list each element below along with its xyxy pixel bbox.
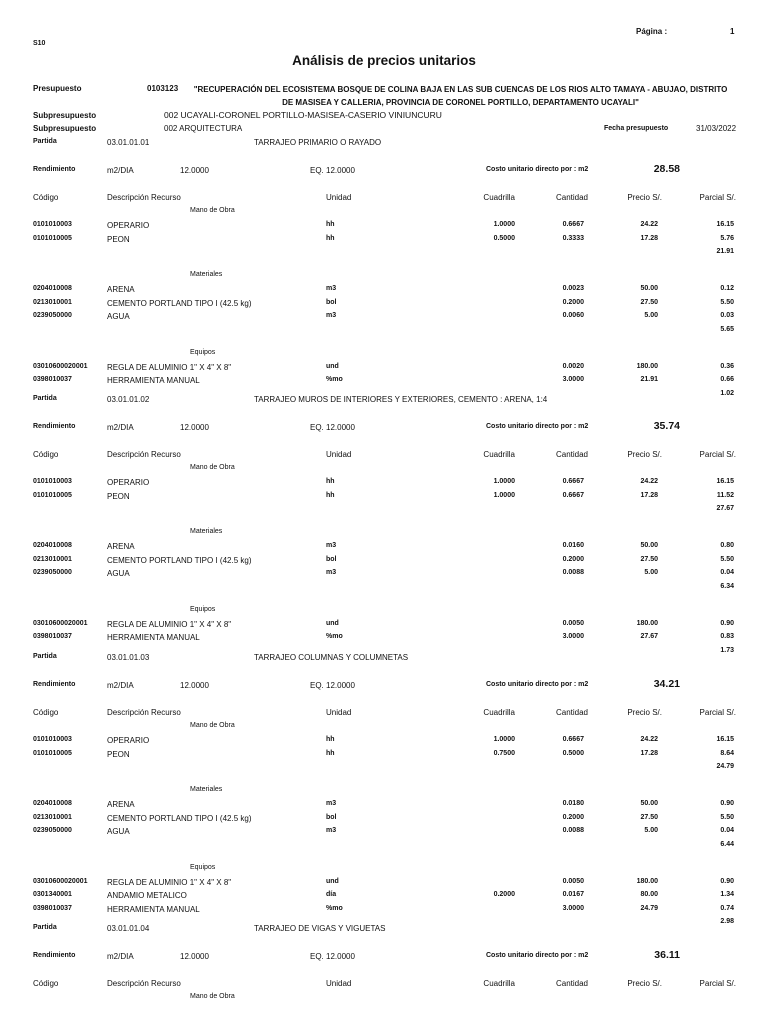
resource-code: 0239050000	[33, 312, 72, 319]
resource-description: AGUA	[107, 827, 130, 836]
resource-parcial: 5.50	[720, 813, 734, 821]
resource-parcial: 8.64	[720, 749, 734, 757]
resource-unit: hh	[326, 749, 335, 757]
rendimiento-value: 12.0000	[180, 423, 209, 432]
resource-code: 0204010008	[33, 800, 72, 807]
resource-code: 0101010003	[33, 221, 72, 228]
partida-code: 03.01.01.04	[107, 924, 150, 933]
resource-code: 0204010008	[33, 542, 72, 549]
page-label: Página :	[636, 27, 668, 36]
equipment-quantity: EQ. 12.0000	[310, 952, 355, 961]
resource-unit: m3	[326, 542, 337, 549]
resource-unit: bol	[326, 298, 337, 306]
resource-precio: 17.28	[640, 749, 658, 757]
col-parcial-header: Parcial S/.	[699, 708, 736, 717]
col-parcial-header: Parcial S/.	[699, 450, 736, 459]
costo-unitario-value: 36.11	[654, 949, 680, 961]
resource-precio: 24.79	[640, 904, 658, 912]
col-precio-header: Precio S/.	[627, 708, 662, 717]
partida-code: 03.01.01.01	[107, 138, 150, 147]
resource-cuadrilla: 0.7500	[493, 749, 515, 757]
resource-parcial: 11.52	[716, 491, 734, 499]
resource-precio: 24.22	[640, 736, 658, 743]
resource-code: 0398010037	[33, 633, 72, 640]
costo-unitario-label: Costo unitario directo por : m2	[486, 166, 589, 173]
resource-cantidad: 0.6667	[562, 221, 584, 228]
partida-label: Partida	[33, 395, 57, 402]
resource-precio: 17.28	[640, 234, 658, 242]
resource-code: 0101010005	[33, 234, 72, 242]
resource-precio: 24.22	[640, 221, 658, 228]
resource-cantidad: 0.2000	[562, 298, 584, 306]
group-heading: Mano de Obra	[190, 993, 235, 1000]
presupuesto-label: Presupuesto	[33, 84, 82, 93]
resource-unit: hh	[326, 736, 335, 743]
resource-description: CEMENTO PORTLAND TIPO I (42.5 kg)	[107, 298, 252, 308]
resource-precio: 27.50	[640, 298, 658, 306]
resource-unit: m3	[326, 827, 337, 834]
resource-description: REGLA DE ALUMINIO 1" X 4" X 8"	[107, 619, 232, 629]
resource-cuadrilla: 0.5000	[493, 234, 515, 242]
resource-parcial: 0.83	[720, 633, 734, 640]
resource-precio: 27.50	[640, 813, 658, 821]
resource-parcial: 5.50	[720, 298, 734, 306]
costo-unitario-label: Costo unitario directo por : m2	[486, 681, 589, 688]
resource-description: PEON	[107, 234, 130, 244]
resource-unit: und	[326, 362, 339, 370]
resource-precio: 24.22	[640, 478, 658, 485]
resource-unit: día	[326, 891, 337, 898]
col-precio-header: Precio S/.	[627, 193, 662, 202]
rendimiento-label: Rendimiento	[33, 423, 76, 430]
presupuesto-description: "RECUPERACIÓN DEL ECOSISTEMA BOSQUE DE COLINA BAJA EN LAS SUB CUENCAS DE LOS RIOS ALTO TAMAYA - ABUJAO, DISTRITO DE MASISEA Y CALLERIA, PROVINCIA DE CORONEL PORTILLO, DEPARTAMENTO UCAYALI"	[193, 85, 728, 107]
resource-cuadrilla: 0.2000	[493, 891, 515, 898]
resource-precio: 180.00	[636, 877, 658, 885]
resource-cantidad: 3.0000	[562, 904, 584, 912]
partida-title: TARRAJEO DE VIGAS Y VIGUETAS	[254, 924, 386, 933]
resource-parcial: 0.04	[720, 569, 734, 576]
subpresupuesto-1-label: Subpresupuesto	[33, 111, 97, 120]
resource-unit: m3	[326, 312, 337, 319]
resource-description: PEON	[107, 749, 130, 759]
resource-cantidad: 0.0060	[562, 312, 584, 319]
resource-cantidad: 0.2000	[562, 555, 584, 563]
col-cantidad-header: Cantidad	[555, 708, 588, 717]
resource-cuadrilla: 1.0000	[493, 491, 515, 499]
resource-description: HERRAMIENTA MANUAL	[107, 904, 200, 914]
subpresupuesto-1-value: 002 UCAYALI-CORONEL PORTILLO-MASISEA-CASERIO VINIUNCURU	[164, 110, 442, 120]
resource-parcial: 0.12	[720, 285, 734, 292]
resource-precio: 50.00	[640, 800, 658, 807]
col-codigo-header: Código	[33, 450, 59, 459]
resource-description: ANDAMIO METALICO	[107, 891, 187, 900]
resource-cantidad: 3.0000	[562, 633, 584, 640]
resource-code: 03010600020001	[33, 362, 88, 370]
resource-code: 03010600020001	[33, 619, 88, 627]
partida-title: TARRAJEO COLUMNAS Y COLUMNETAS	[254, 653, 409, 662]
resource-parcial: 0.36	[720, 362, 734, 370]
col-codigo-header: Código	[33, 193, 59, 202]
resource-unit: m3	[326, 569, 337, 576]
resource-description: AGUA	[107, 312, 130, 321]
resource-unit: und	[326, 619, 339, 627]
col-precio-header: Precio S/.	[627, 450, 662, 459]
group-subtotal: 6.44	[720, 840, 734, 848]
resource-description: OPERARIO	[107, 221, 150, 230]
partida-title: TARRAJEO MUROS DE INTERIORES Y EXTERIORES, CEMENTO : ARENA, 1:4	[254, 395, 548, 404]
resource-description: CEMENTO PORTLAND TIPO I (42.5 kg)	[107, 555, 252, 565]
group-heading: Materiales	[190, 786, 223, 793]
resource-unit: %mo	[326, 376, 343, 383]
resource-cantidad: 0.0050	[562, 877, 584, 885]
rendimiento-value: 12.0000	[180, 166, 209, 175]
resource-code: 0204010008	[33, 285, 72, 292]
col-cuadrilla-header: Cuadrilla	[483, 193, 515, 202]
resource-parcial: 0.66	[720, 376, 734, 383]
resource-description: ARENA	[107, 285, 135, 294]
col-parcial-header: Parcial S/.	[699, 979, 736, 988]
rendimiento-label: Rendimiento	[33, 681, 76, 688]
resource-code: 0101010003	[33, 736, 72, 743]
col-cuadrilla-header: Cuadrilla	[483, 450, 515, 459]
group-heading: Equipos	[190, 863, 216, 871]
resource-code: 03010600020001	[33, 877, 88, 885]
resource-description: ARENA	[107, 542, 135, 551]
resource-description: OPERARIO	[107, 478, 150, 487]
col-precio-header: Precio S/.	[627, 979, 662, 988]
resource-cantidad: 0.5000	[562, 749, 584, 757]
resource-cuadrilla: 1.0000	[493, 221, 515, 228]
resource-code: 0239050000	[33, 827, 72, 834]
corner-mark: S10	[33, 40, 46, 47]
resource-cantidad: 0.0167	[562, 891, 584, 898]
resource-parcial: 0.04	[720, 827, 734, 834]
resource-unit: hh	[326, 221, 335, 228]
rendimiento-label: Rendimiento	[33, 952, 76, 959]
group-heading: Materiales	[190, 528, 223, 535]
resource-cantidad: 0.6667	[562, 478, 584, 485]
resource-cantidad: 0.6667	[562, 491, 584, 499]
resource-precio: 50.00	[640, 285, 658, 292]
equipment-quantity: EQ. 12.0000	[310, 423, 355, 432]
group-heading: Equipos	[190, 605, 216, 613]
resource-unit: %mo	[326, 633, 343, 640]
equipment-quantity: EQ. 12.0000	[310, 166, 355, 175]
resource-code: 0101010005	[33, 749, 72, 757]
resource-cantidad: 0.0023	[562, 285, 584, 292]
rendimiento-unit: m2/DIA	[107, 681, 134, 690]
partida-label: Partida	[33, 653, 57, 660]
col-descripcion-header: Descripción Recurso	[107, 450, 181, 459]
fecha-presupuesto-label: Fecha presupuesto	[604, 125, 669, 132]
group-subtotal: 5.65	[720, 325, 734, 333]
resource-unit: und	[326, 877, 339, 885]
resource-cuadrilla: 1.0000	[493, 478, 515, 485]
partida-label: Partida	[33, 138, 57, 145]
resource-description: ARENA	[107, 800, 135, 809]
resource-description: REGLA DE ALUMINIO 1" X 4" X 8"	[107, 362, 232, 372]
subpresupuesto-2-value: 002 ARQUITECTURA	[164, 124, 243, 133]
col-descripcion-header: Descripción Recurso	[107, 708, 181, 717]
resource-description: OPERARIO	[107, 736, 150, 745]
col-unidad-header: Unidad	[326, 450, 352, 459]
col-parcial-header: Parcial S/.	[699, 193, 736, 202]
resource-precio: 27.50	[640, 555, 658, 563]
col-descripcion-header: Descripción Recurso	[107, 979, 181, 988]
resource-parcial: 0.03	[720, 312, 734, 319]
rendimiento-label: Rendimiento	[33, 166, 76, 173]
col-codigo-header: Código	[33, 979, 59, 988]
resource-code: 0398010037	[33, 904, 72, 912]
resource-code: 0101010005	[33, 491, 72, 499]
fecha-presupuesto-value: 31/03/2022	[696, 124, 737, 133]
resource-unit: m3	[326, 285, 337, 292]
col-unidad-header: Unidad	[326, 708, 352, 717]
col-cuadrilla-header: Cuadrilla	[483, 708, 515, 717]
resource-precio: 50.00	[640, 542, 658, 549]
group-heading: Mano de Obra	[190, 722, 235, 729]
resource-parcial: 0.90	[720, 619, 734, 627]
page-number: 1	[730, 27, 735, 36]
resource-precio: 27.67	[640, 633, 658, 640]
resource-cantidad: 0.0050	[562, 619, 584, 627]
resource-parcial: 16.15	[716, 478, 734, 485]
resource-precio: 21.91	[640, 376, 658, 383]
col-cantidad-header: Cantidad	[555, 979, 588, 988]
resource-cantidad: 0.0088	[562, 569, 584, 576]
resource-code: 0239050000	[33, 569, 72, 576]
group-subtotal: 1.73	[720, 646, 734, 654]
resource-parcial: 5.76	[720, 234, 734, 242]
costo-unitario-label: Costo unitario directo por : m2	[486, 952, 589, 959]
resource-description: REGLA DE ALUMINIO 1" X 4" X 8"	[107, 877, 232, 887]
group-heading: Materiales	[190, 271, 223, 278]
resource-parcial: 0.90	[720, 800, 734, 807]
group-heading: Equipos	[190, 348, 216, 356]
rendimiento-value: 12.0000	[180, 952, 209, 961]
col-codigo-header: Código	[33, 708, 59, 717]
resource-unit: hh	[326, 491, 335, 499]
resource-unit: bol	[326, 813, 337, 821]
col-cuadrilla-header: Cuadrilla	[483, 979, 515, 988]
resource-parcial: 1.34	[720, 891, 734, 898]
resource-description: AGUA	[107, 569, 130, 578]
resource-unit: hh	[326, 234, 335, 242]
resource-parcial: 0.74	[720, 904, 734, 912]
resource-code: 0301340001	[33, 891, 72, 898]
costo-unitario-label: Costo unitario directo por : m2	[486, 423, 589, 430]
group-heading: Mano de Obra	[190, 207, 235, 214]
partida-label: Partida	[33, 924, 57, 931]
rendimiento-unit: m2/DIA	[107, 952, 134, 961]
resource-code: 0101010003	[33, 478, 72, 485]
resource-cantidad: 0.6667	[562, 736, 584, 743]
col-descripcion-header: Descripción Recurso	[107, 193, 181, 202]
group-subtotal: 27.67	[716, 505, 734, 512]
resource-code: 0213010001	[33, 555, 72, 563]
resource-description: HERRAMIENTA MANUAL	[107, 376, 200, 385]
resource-cantidad: 0.3333	[562, 234, 584, 242]
resource-parcial: 0.90	[720, 877, 734, 885]
group-subtotal: 21.91	[716, 248, 734, 255]
resource-code: 0213010001	[33, 298, 72, 306]
resource-precio: 80.00	[640, 891, 658, 898]
resource-unit: m3	[326, 800, 337, 807]
resource-parcial: 5.50	[720, 555, 734, 563]
costo-unitario-value: 28.58	[653, 163, 680, 175]
resource-parcial: 16.15	[716, 736, 734, 743]
partida-title: TARRAJEO PRIMARIO O RAYADO	[254, 138, 382, 147]
presupuesto-code: 0103123	[147, 84, 179, 93]
resource-description: CEMENTO PORTLAND TIPO I (42.5 kg)	[107, 813, 252, 823]
resource-cuadrilla: 1.0000	[493, 736, 515, 743]
resource-unit: %mo	[326, 904, 343, 912]
equipment-quantity: EQ. 12.0000	[310, 681, 355, 690]
resource-parcial: 0.80	[720, 542, 734, 549]
resource-cantidad: 0.0180	[562, 800, 584, 807]
costo-unitario-value: 34.21	[653, 678, 680, 690]
resource-precio: 5.00	[644, 569, 658, 576]
group-subtotal: 2.98	[720, 918, 734, 925]
col-cantidad-header: Cantidad	[555, 193, 588, 202]
rendimiento-unit: m2/DIA	[107, 423, 134, 432]
resource-code: 0213010001	[33, 813, 72, 821]
resource-cantidad: 0.0020	[562, 362, 584, 370]
rendimiento-unit: m2/DIA	[107, 166, 134, 175]
resource-unit: hh	[326, 478, 335, 485]
resource-precio: 17.28	[640, 491, 658, 499]
col-cantidad-header: Cantidad	[555, 450, 588, 459]
resource-precio: 5.00	[644, 827, 658, 834]
resource-precio: 180.00	[636, 362, 658, 370]
resource-parcial: 16.15	[716, 221, 734, 228]
resource-code: 0398010037	[33, 376, 72, 383]
partida-code: 03.01.01.02	[107, 395, 150, 404]
subpresupuesto-2-label: Subpresupuesto	[33, 124, 97, 133]
resource-cantidad: 3.0000	[562, 376, 584, 383]
group-subtotal: 24.79	[716, 763, 734, 770]
group-heading: Mano de Obra	[190, 464, 235, 471]
resource-precio: 180.00	[636, 619, 658, 627]
rendimiento-value: 12.0000	[180, 681, 209, 690]
col-unidad-header: Unidad	[326, 979, 352, 988]
group-subtotal: 6.34	[720, 582, 734, 590]
costo-unitario-value: 35.74	[653, 420, 680, 432]
partida-code: 03.01.01.03	[107, 653, 150, 662]
group-subtotal: 1.02	[720, 389, 734, 397]
resource-cantidad: 0.0160	[562, 542, 584, 549]
resource-description: PEON	[107, 491, 130, 501]
resource-cantidad: 0.0088	[562, 827, 584, 834]
resource-description: HERRAMIENTA MANUAL	[107, 633, 200, 642]
resource-unit: bol	[326, 555, 337, 563]
document-title: Análisis de precios unitarios	[292, 53, 476, 68]
col-unidad-header: Unidad	[326, 193, 352, 202]
resource-cantidad: 0.2000	[562, 813, 584, 821]
resource-precio: 5.00	[644, 312, 658, 319]
